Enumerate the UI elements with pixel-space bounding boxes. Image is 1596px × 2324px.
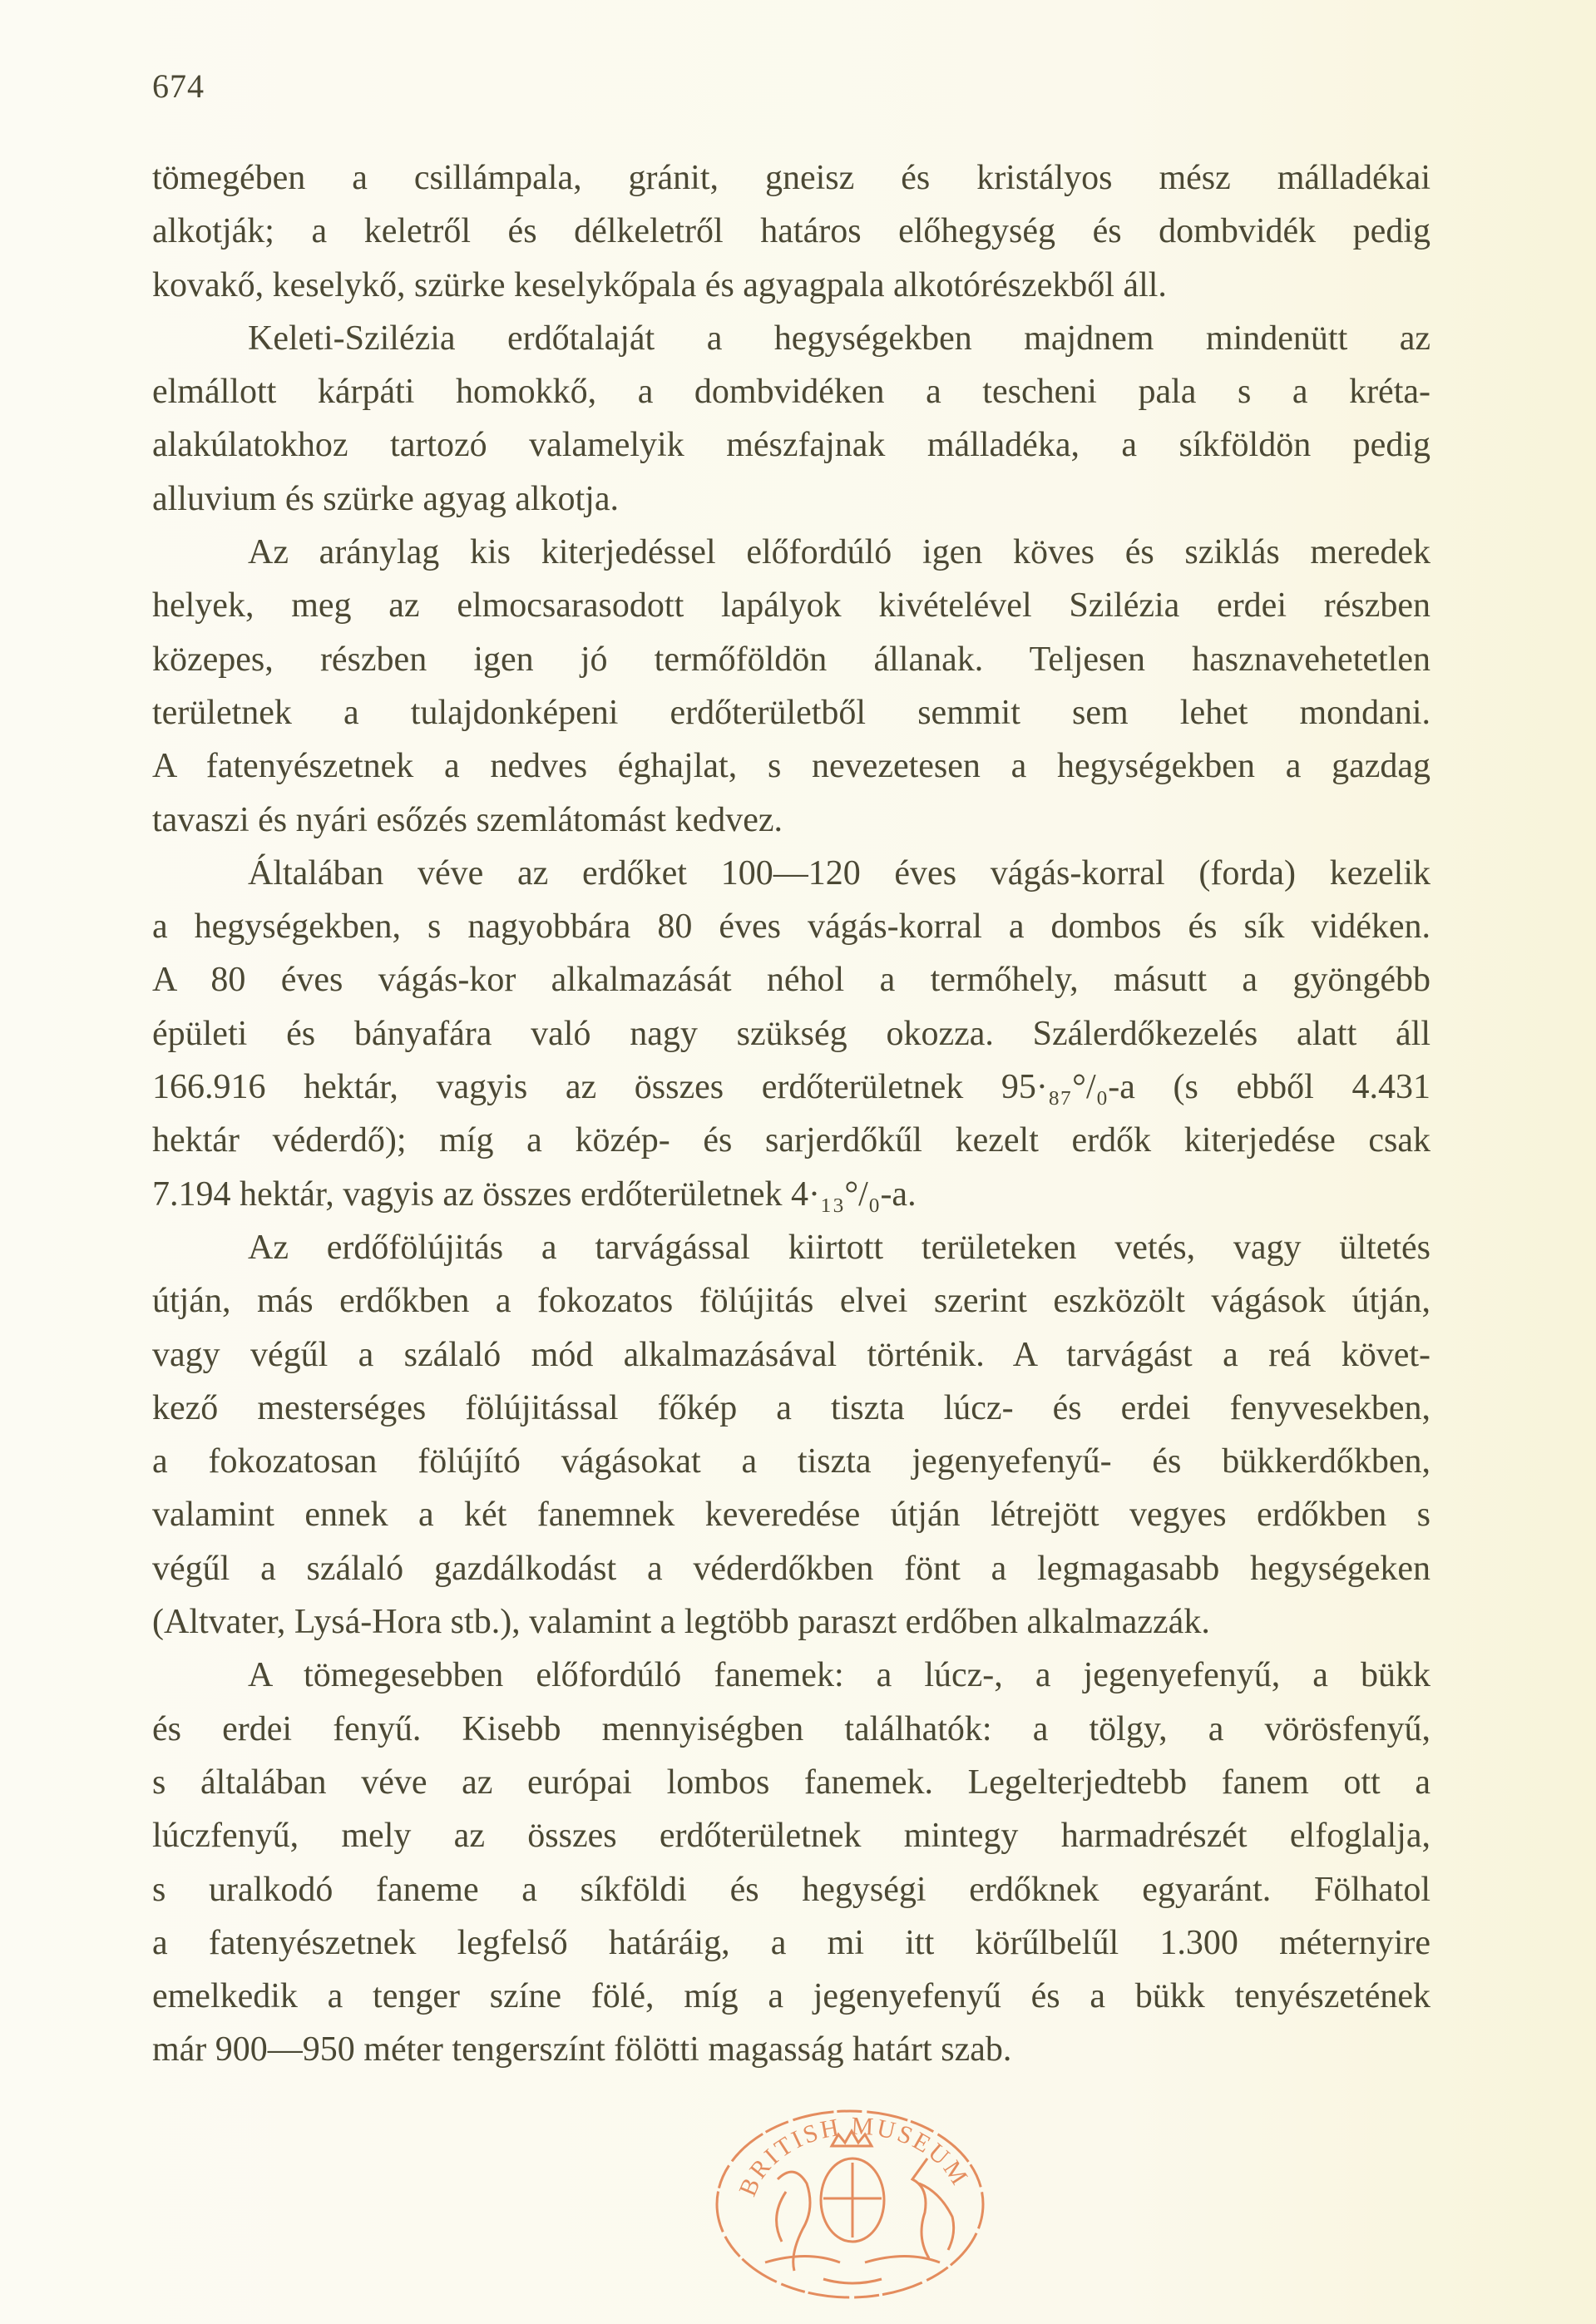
text-line: A tömegesebben előfordúló fanemek: a lúcz-, a jegenyefenyű, a bükk bbox=[248, 1656, 1430, 1695]
text-line: kovakő, keselykő, szürke keselykőpala és agyagpala alkotórészekből áll. bbox=[152, 265, 1167, 304]
text-line: s uralkodó faneme a síkföldi és hegységi erdőknek egyaránt. Fölhatol bbox=[152, 1870, 1430, 1909]
text-line: emelkedik a tenger színe fölé, míg a jegenyefenyű és a bükk tenyészetének bbox=[152, 1977, 1430, 2016]
text-line: (Altvater, Lysá-Hora stb.), valamint a legtöbb paraszt erdőben alkalmazzák. bbox=[152, 1603, 1210, 1642]
text-line: a fatenyészetnek legfelső határáig, a mi itt körűlbelűl 1.300 méternyire bbox=[152, 1923, 1430, 1962]
text-line: alluvium és szürke agyag alkotja. bbox=[152, 479, 619, 518]
text-line: és erdei fenyű. Kisebb mennyiségben találhatók: a tölgy, a vörösfenyű, bbox=[152, 1709, 1430, 1748]
text-line: elmállott kárpáti homokkő, a dombvidéken a tescheni pala s a kréta- bbox=[152, 373, 1430, 412]
text-line: közepes, részben igen jó termőföldön állanak. Teljesen hasznavehetetlen bbox=[152, 640, 1430, 679]
text-line: A 80 éves vágás-kor alkalmazását néhol a termőhely, másutt a gyöngébb bbox=[152, 961, 1430, 1000]
text-line: épületi és bányafára való nagy szükség okozza. Szálerdőkezelés alatt áll bbox=[152, 1014, 1430, 1053]
text-line: útján, más erdőkben a fokozatos fölújitás elvei szerint eszközölt vágások útján, bbox=[152, 1282, 1430, 1321]
text-line: s általában véve az európai lombos fanemek. Legelterjedtebb fanem ott a bbox=[152, 1763, 1430, 1802]
text-line: területnek a tulajdonképeni erdőterületből semmit sem lehet mondani. bbox=[152, 693, 1430, 732]
text-line: helyek, meg az elmocsarasodott lapályok kivételével Szilézia erdei részben bbox=[152, 586, 1430, 626]
text-line: vagy végűl a szálaló mód alkalmazásával történik. A tarvágást a reá követ- bbox=[152, 1335, 1430, 1374]
text-line: Általában véve az erdőket 100—120 éves vágás-korral (forda) kezelik bbox=[248, 853, 1430, 893]
page-number: 674 bbox=[152, 67, 205, 105]
text-line: Keleti-Szilézia erdőtalaját a hegységekben majdnem mindenütt az bbox=[248, 319, 1430, 358]
svg-text:BRITISH MUSEUM: BRITISH MUSEUM bbox=[734, 2112, 975, 2201]
text-line: 7.194 hektár, vagyis az összes erdőterületnek 4·₁₃°/₀-a. bbox=[152, 1174, 917, 1214]
text-line: hektár véderdő); míg a közép- és sarjerdőkűl kezelt erdők kiterjedése csak bbox=[152, 1121, 1430, 1160]
text-line: alkotják; a keletről és délkeletről határos előhegység és dombvidék pedig bbox=[152, 212, 1430, 251]
text-line: végűl a szálaló gazdálkodást a véderdőkben fönt a legmagasabb hegységeken bbox=[152, 1549, 1430, 1588]
text-line: tavaszi és nyári esőzés szemlátomást kedvez. bbox=[152, 800, 783, 839]
text-line: lúczfenyű, mely az összes erdőterületnek mintegy harmadrészét elfoglalja, bbox=[152, 1817, 1430, 1856]
text-line: a fokozatosan fölújító vágásokat a tiszta jegenyefenyű- és bükkerdőkben, bbox=[152, 1442, 1430, 1481]
text-line: tömegében a csillámpala, gránit, gneisz és kristályos mész málladékai bbox=[152, 159, 1430, 197]
text-line: 166.916 hektár, vagyis az összes erdőterületnek 95·₈₇°/₀-a (s ebből 4.431 bbox=[152, 1068, 1430, 1107]
text-line: kező mesterséges fölújitással főkép a tiszta lúcz- és erdei fenyvesekben, bbox=[152, 1388, 1430, 1427]
british-museum-stamp bbox=[707, 2100, 994, 2304]
text-line: Az erdőfölújitás a tarvágással kiirtott területeken vetés, vagy ültetés bbox=[248, 1228, 1430, 1267]
text-line: A fatenyészetnek a nedves éghajlat, s nevezetesen a hegységekben a gazdag bbox=[152, 747, 1430, 786]
text-line: már 900—950 méter tengerszínt fölötti magasság határt szab. bbox=[152, 2030, 1012, 2069]
text-line: valamint ennek a két fanemnek keveredése útján létrejött vegyes erdőkben s bbox=[152, 1496, 1430, 1535]
text-line: a hegységekben, s nagyobbára 80 éves vágás-korral a dombos és sík vidéken. bbox=[152, 907, 1430, 947]
text-line: Az aránylag kis kiterjedéssel előfordúló igen köves és sziklás meredek bbox=[248, 533, 1430, 572]
text-line: alakúlatokhoz tartozó valamelyik mészfajnak málladéka, a síkföldön pedig bbox=[152, 426, 1430, 465]
body-text bbox=[152, 151, 1430, 2077]
